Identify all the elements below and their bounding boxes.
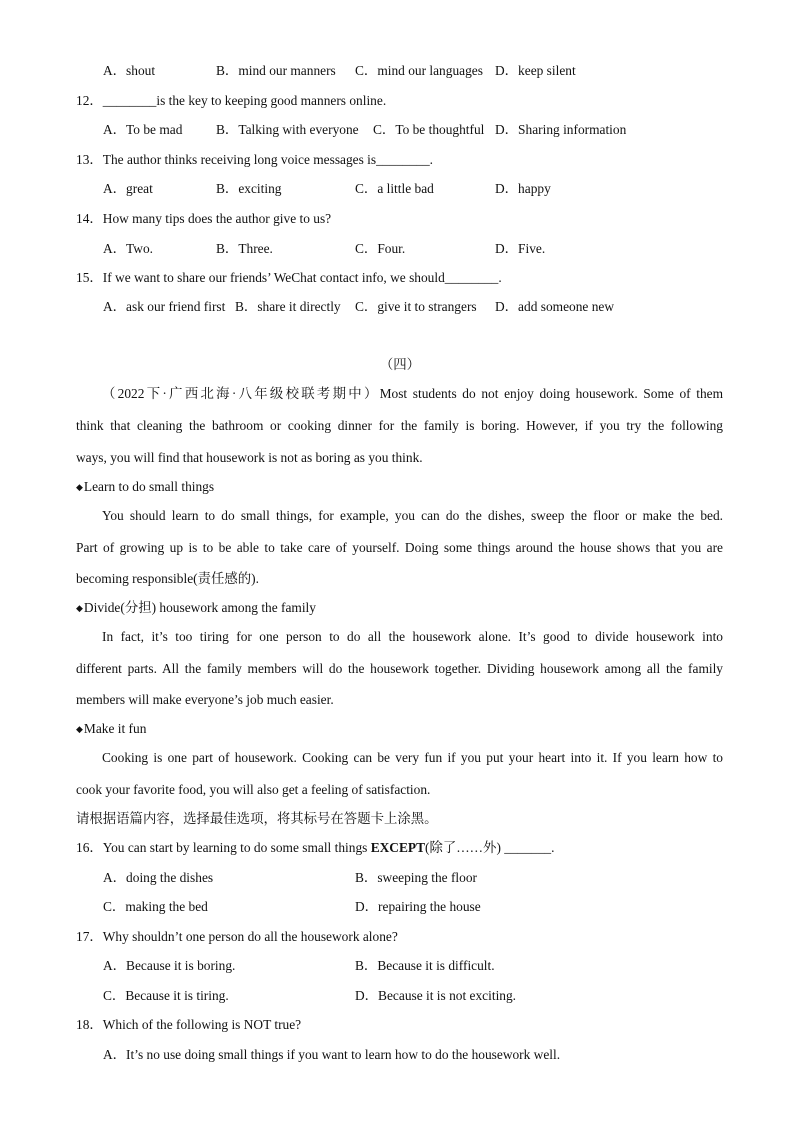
q12-stem: 12．________is the key to keeping good manners online. (76, 93, 387, 108)
heading-divide-housework (76, 599, 316, 618)
paragraph-2-line-1: In fact, it’s too tiring for one person to do all the housework alone. It’s good to divide housework into (102, 629, 723, 644)
q14-option-a[interactable]: A．Two. (103, 241, 154, 256)
heading-text: Make it fun (83, 721, 147, 736)
q13-option-b[interactable]: B．exciting (216, 181, 282, 196)
q13-stem: 13．The author thinks receiving long voice messages is________. (76, 152, 434, 167)
q16-stem-bold: EXCEPT (370, 840, 426, 855)
passage-intro-line-2: think that cleaning the bathroom or cooking dinner for the family is boring. However, if you try the following (76, 418, 723, 433)
paragraph-1-line-1: You should learn to do small things, for example, you can do the dishes, sweep the floor or make the bed. (102, 508, 723, 523)
q11-option-b[interactable]: B．mind our manners (216, 63, 336, 78)
heading-text: Learn to do small things (83, 479, 215, 494)
q17-stem: 17．Why shouldn’t one person do all the housework alone? (76, 929, 398, 944)
q16-option-b[interactable]: B．sweeping the floor (355, 870, 477, 885)
q17-option-b[interactable]: B．Because it is difficult. (355, 958, 495, 973)
q17-option-c[interactable]: C．Because it is tiring. (103, 988, 229, 1003)
q16-stem (76, 839, 554, 857)
paragraph-1-line-3: becoming responsible(责任感的). (76, 571, 259, 586)
q14-option-b[interactable]: B．Three. (216, 241, 273, 256)
q18-option-a[interactable]: A．It’s no use doing small things if you want to learn how to do the housework well. (103, 1047, 561, 1062)
q15-option-b[interactable]: B．share it directly (235, 299, 341, 314)
q14-option-c[interactable]: C．Four. (355, 241, 406, 256)
heading-text: Divide(分担) housework among the family (83, 600, 316, 615)
paragraph-3-line-1: Cooking is one part of housework. Cooking can be very fun if you put your heart into it. If you learn how to (102, 750, 723, 765)
q15-stem: 15．If we want to share our friends’ WeChat contact info, we should________. (76, 270, 502, 285)
q17-option-d[interactable]: D．Because it is not exciting. (355, 988, 517, 1003)
diamond-bullet-icon: ◆ (76, 482, 83, 492)
q15-option-d[interactable]: D．add someone new (495, 299, 614, 314)
q12-option-d[interactable]: D．Sharing information (495, 122, 627, 137)
paragraph-2-line-2: different parts. All the family members will do the housework together. Dividing housework among all the family (76, 661, 723, 676)
q18-stem: 18．Which of the following is NOT true? (76, 1017, 302, 1032)
passage-intro-line-3: ways, you will find that housework is not as boring as you think. (76, 450, 423, 465)
q17-option-a[interactable]: A．Because it is boring. (103, 958, 236, 973)
diamond-bullet-icon: ◆ (76, 603, 83, 613)
q12-option-a[interactable]: A．To be mad (103, 122, 183, 137)
q13-option-d[interactable]: D．happy (495, 181, 551, 196)
q14-stem: 14．How many tips does the author give to us? (76, 211, 332, 226)
q13-option-c[interactable]: C．a little bad (355, 181, 434, 196)
q16-option-c[interactable]: C．making the bed (103, 899, 208, 914)
q11-option-a[interactable]: A．shout (103, 63, 156, 78)
heading-make-it-fun (76, 720, 146, 739)
q12-option-b[interactable]: B．Talking with everyone (216, 122, 359, 137)
heading-learn-small-things (76, 478, 214, 497)
paragraph-1-line-2: Part of growing up is to be able to take care of yourself. Doing some things around the house shows that you are (76, 540, 723, 555)
instruction: 请根据语篇内容，选择最佳选项，将其标号在答题卡上涂黑。 (76, 811, 438, 826)
q14-option-d[interactable]: D．Five. (495, 241, 546, 256)
paragraph-2-line-3: members will make everyone’s job much easier. (76, 692, 334, 707)
paragraph-3-line-2: cook your favorite food, you will also get a feeling of satisfaction. (76, 782, 431, 797)
q13-option-a[interactable]: A．great (103, 181, 153, 196)
q16-option-d[interactable]: D．repairing the house (355, 899, 481, 914)
q15-option-a[interactable]: A．ask our friend first (103, 299, 226, 314)
q16-stem-text-end: (除了……外) _______. (425, 840, 555, 855)
q16-option-a[interactable]: A．doing the dishes (103, 870, 214, 885)
q11-option-d[interactable]: D．keep silent (495, 63, 576, 78)
q15-option-c[interactable]: C．give it to strangers (355, 299, 477, 314)
diamond-bullet-icon: ◆ (76, 724, 83, 734)
q12-option-c[interactable]: C．To be thoughtful (373, 122, 485, 137)
q11-option-c[interactable]: C．mind our languages (355, 63, 483, 78)
q16-stem-text: 16．You can start by learning to do some small things (76, 840, 371, 855)
passage-intro-line-1: （2022下·广西北海·八年级校联考期中）Most students do not enjoy doing housework. Some of them (102, 386, 723, 401)
section-title: （四） (379, 357, 421, 372)
